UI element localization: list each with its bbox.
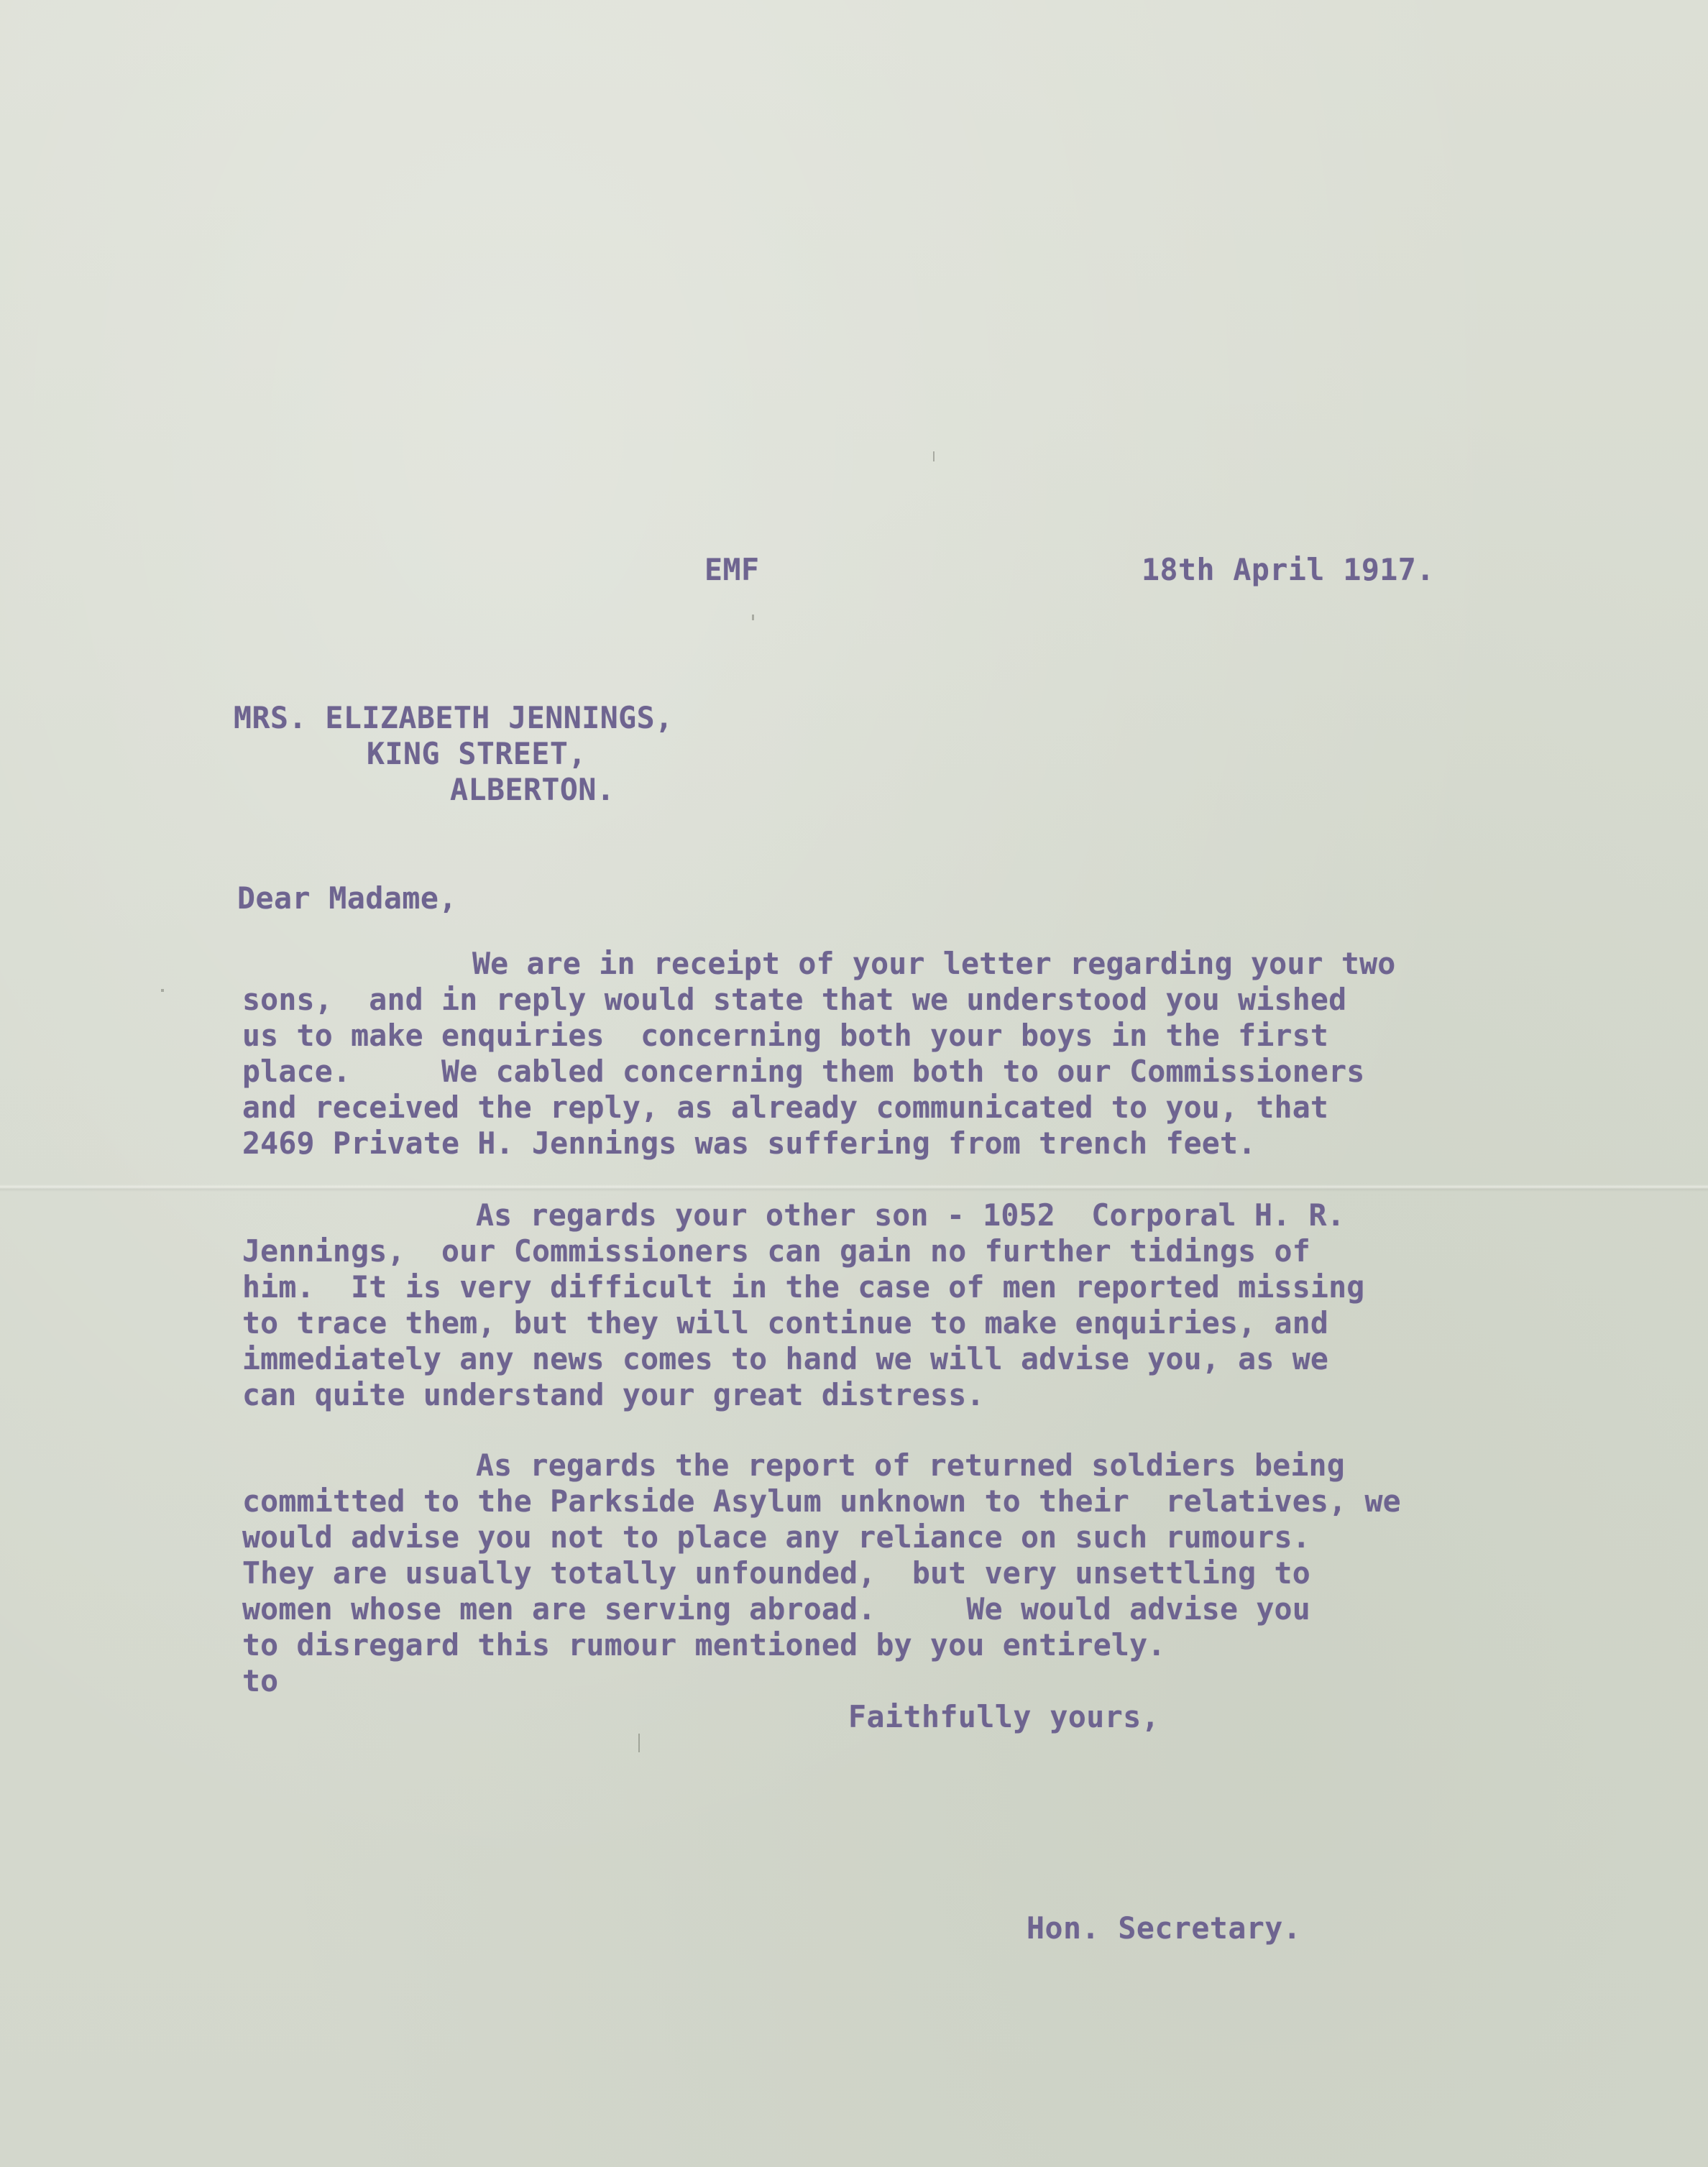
text-line: sons, and in reply would state that we understood you wished	[242, 982, 1347, 1017]
text-line: to	[242, 1663, 279, 1698]
text-line: As regards the report of returned soldiers being	[476, 1448, 1345, 1483]
paper-speck	[638, 1734, 640, 1752]
recipient-town: ALBERTON.	[450, 772, 615, 807]
text-line: As regards your other son - 1052 Corporal H. R.	[476, 1197, 1345, 1233]
text-line: They are usually totally unfounded, but very unsettling to	[242, 1555, 1310, 1591]
text-line: place. We cabled concerning them both to our Commissioners	[242, 1054, 1365, 1089]
reference-initials: EMF	[704, 552, 760, 587]
text-line: to disregard this rumour mentioned by you entirely.	[242, 1627, 1166, 1662]
closing: Faithfully yours,	[848, 1699, 1160, 1734]
paper-speck	[752, 615, 754, 620]
recipient-name: MRS. ELIZABETH JENNINGS,	[234, 700, 674, 735]
text-line: Jennings, our Commissioners can gain no further tidings of	[242, 1233, 1310, 1269]
recipient-street: KING STREET,	[367, 736, 587, 771]
text-line: can quite understand your great distress.	[242, 1377, 985, 1412]
text-line: We are in receipt of your letter regarding your two	[472, 946, 1396, 981]
paper-speck	[161, 989, 164, 992]
text-line: him. It is very difficult in the case of men reported missing	[242, 1269, 1365, 1305]
paper-fold-line	[0, 1184, 1708, 1192]
text-line: immediately any news comes to hand we will advise you, as we	[242, 1341, 1329, 1376]
text-line: would advise you not to place any reliance on such rumours.	[242, 1519, 1310, 1555]
text-line: women whose men are serving abroad. We would advise you	[242, 1591, 1310, 1627]
text-line: and received the reply, as already communicated to you, that	[242, 1090, 1329, 1125]
text-line: committed to the Parkside Asylum unknown to their relatives, we	[242, 1483, 1401, 1519]
paper-speck	[933, 451, 935, 461]
text-line: us to make enquiries concerning both your boys in the first	[242, 1018, 1329, 1053]
salutation: Dear Madame,	[237, 880, 457, 916]
letter-date: 18th April 1917.	[1142, 552, 1435, 587]
text-line: to trace them, but they will continue to make enquiries, and	[242, 1305, 1329, 1340]
signature-title: Hon. Secretary.	[1027, 1910, 1302, 1946]
text-line: 2469 Private H. Jennings was suffering from trench feet.	[242, 1126, 1257, 1161]
